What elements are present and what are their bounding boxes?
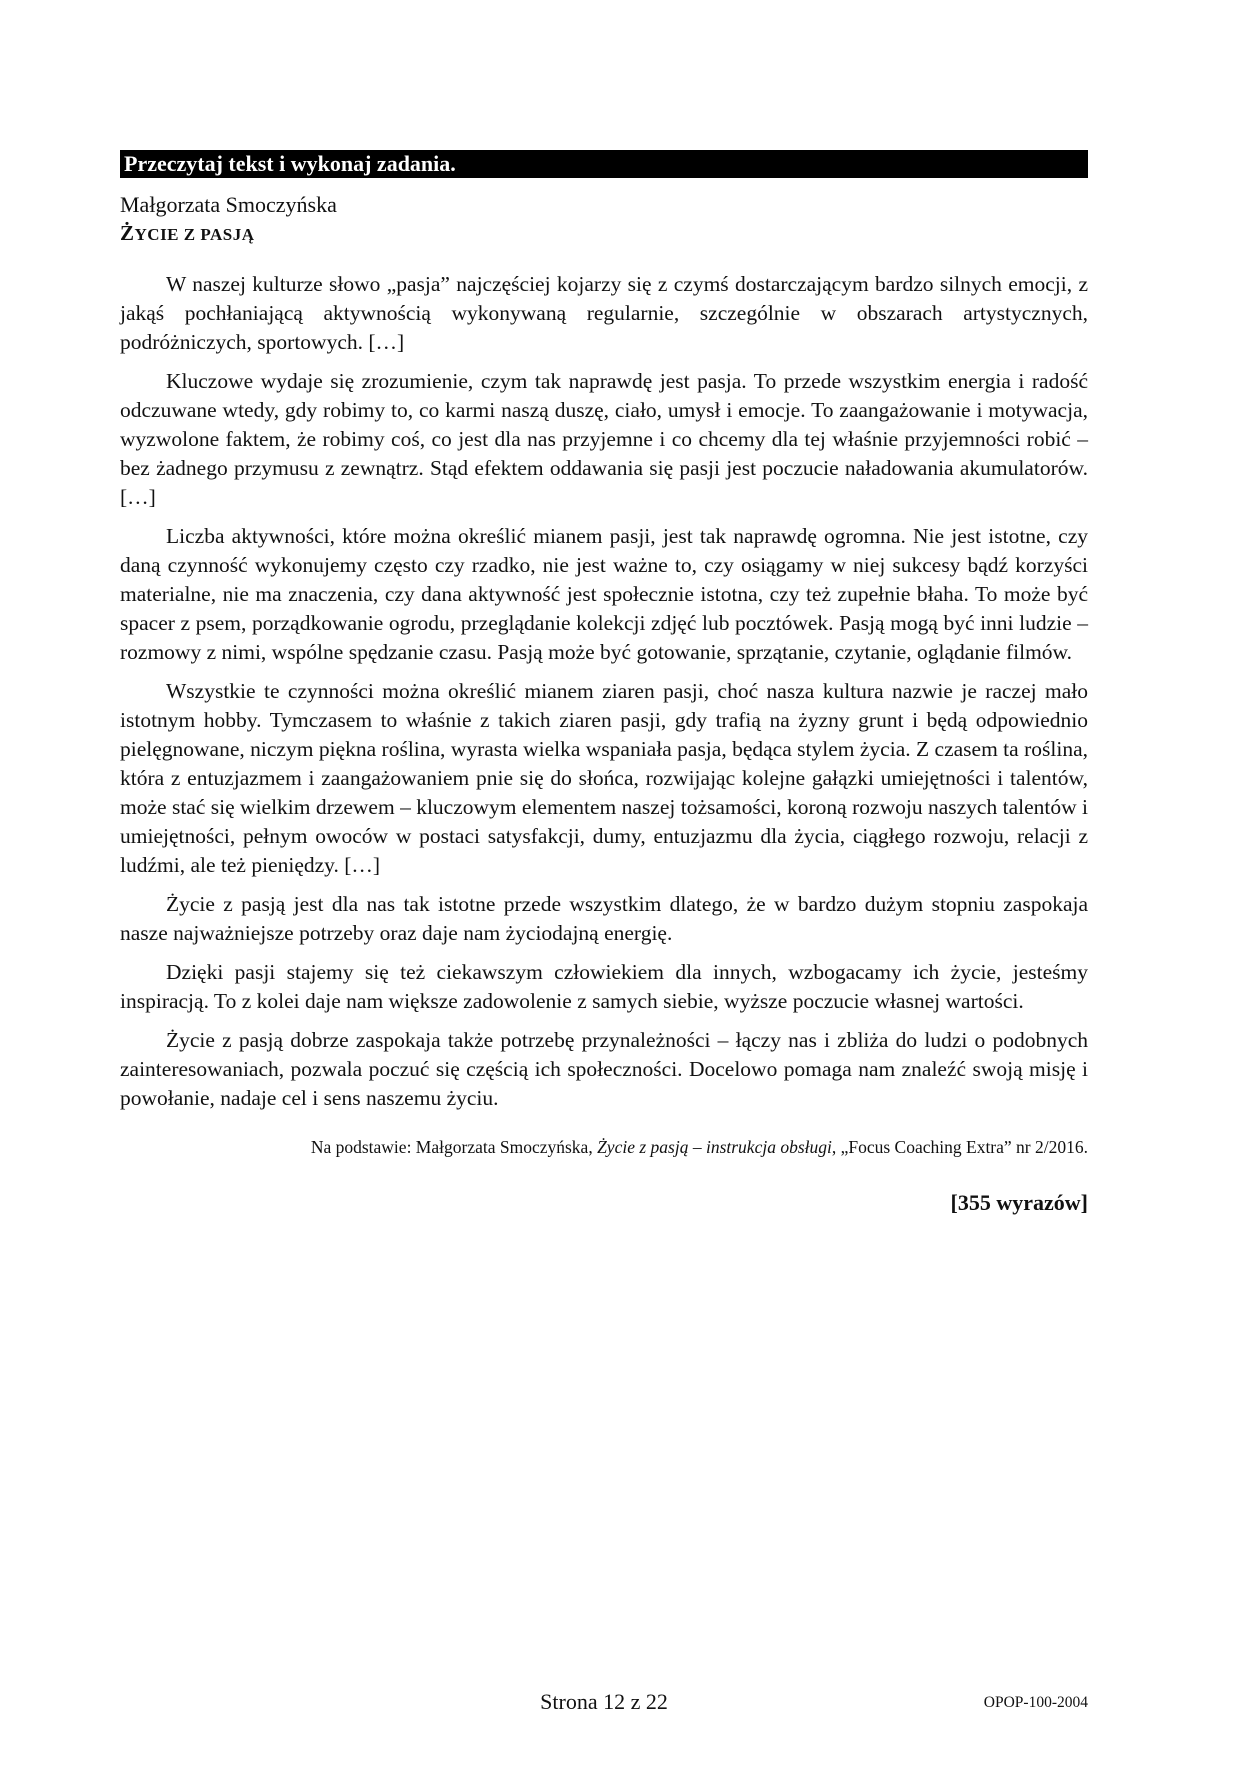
source-suffix: , „Focus Coaching Extra” nr 2/2016. — [831, 1137, 1088, 1157]
article-title — [120, 220, 1088, 248]
source-prefix: Na podstawie: Małgorzata Smoczyńska, — [310, 1137, 598, 1157]
paragraph-7: Życie z pasją dobrze zaspokaja także potrzebę przynależności – łączy nas i zbliża do ludzi o podobnych zainteresowaniach, pozwala poczuć się częścią ich społeczności. Docelowo pomaga nam znaleźć swoją misję i powołanie, nadaje cel i sens naszemu życiu. — [120, 1028, 1088, 1110]
page-number: Strona 12 z 22 — [540, 1689, 668, 1714]
paragraph-4: Wszystkie te czynności można określić mianem ziaren pasji, choć nasza kultura nazwie je raczej mało istotnym hobby. Tymczasem to właśnie z takich ziaren pasji, gdy trafią na żyzny grunt i będą odpowiednio pielęgnowane, niczym piękna roślina, wyrasta wielka wspaniała pasja, będąca stylem życia. Z czasem ta roślina, która z entuzjazmem i zaangażowaniem pnie się do słońca, rozwijając kolejne gałązki umiejętności i talentów, może stać się wielkim drzewem – kluczowym elementem naszej tożsamości, koroną rozwoju naszych talentów i umiejętności, pełnym owoców w postaci satysfakcji, dumy, entuzjazmu dla życia, ciągłego rozwoju, relacji z ludźmi, ale też pieniędzy. […] — [120, 679, 1088, 877]
content-area — [120, 150, 1088, 1217]
author-name: Małgorzata Smoczyńska — [120, 192, 337, 217]
instruction-banner: Przeczytaj tekst i wykonaj zadania. — [120, 150, 1088, 178]
source-work-title: Życie z pasją – instrukcja obsługi — [597, 1137, 832, 1157]
article-body — [120, 270, 1088, 1113]
paragraph-5: Życie z pasją jest dla nas tak istotne przede wszystkim dlatego, że w bardzo dużym stopniu zaspokaja nasze najważniejsze potrzeby oraz daje nam życiodajną energię. — [120, 892, 1088, 945]
exam-code: OPOP-100-2004 — [983, 1694, 1088, 1711]
paragraph-2: Kluczowe wydaje się zrozumienie, czym tak naprawdę jest pasja. To przede wszystkim energia i radość odczuwane wtedy, gdy robimy to, co karmi naszą duszę, ciało, umysł i emocje. To zaangażowanie i motywacja, wyzwolone faktem, że robimy coś, co jest dla nas przyjemne i co chcemy dla tej właśnie przyjemności robić – bez żadnego przymusu z zewnątrz. Stąd efektem oddawania się pasji jest poczucie naładowania akumulatorów. […] — [120, 369, 1088, 509]
paragraph-3: Liczba aktywności, które można określić mianem pasji, jest tak naprawdę ogromna. Nie jest istotne, czy daną czynność wykonujemy często czy rzadko, nie jest ważne to, czy osiągamy w niej sukcesy bądź korzyści materialne, nie ma znaczenia, czy dana aktywność jest społecznie istotna, czy też zupełnie błaha. To może być spacer z psem, porządkowanie ogrodu, przeglądanie kolekcji zdjęć lub pocztówek. Pasją mogą być inni ludzie – rozmowy z nimi, wspólne spędzanie czasu. Pasją może być gotowanie, sprzątanie, czytanie, oglądanie filmów. — [120, 524, 1088, 664]
paragraph-1: W naszej kulturze słowo „pasja” najczęściej kojarzy się z czymś dostarczającym bardzo silnych emocji, z jakąś pochłaniającą aktywnością wykonywaną regularnie, szczególnie w obszarach artystycznych, podróżniczych, sportowych. […] — [120, 272, 1088, 354]
word-count: [355 wyrazów] — [950, 1190, 1088, 1215]
title-initial: Ż — [120, 221, 135, 245]
source-citation — [120, 1135, 1088, 1159]
title-rest: YCIE Z PASJĄ — [134, 225, 255, 244]
paragraph-6: Dzięki pasji stajemy się też ciekawszym człowiekiem dla innych, wzbogacamy ich życie, jesteśmy inspiracją. To z kolei daje nam większe zadowolenie z samych siebie, wyższe poczucie własnej wartości. — [120, 960, 1088, 1013]
